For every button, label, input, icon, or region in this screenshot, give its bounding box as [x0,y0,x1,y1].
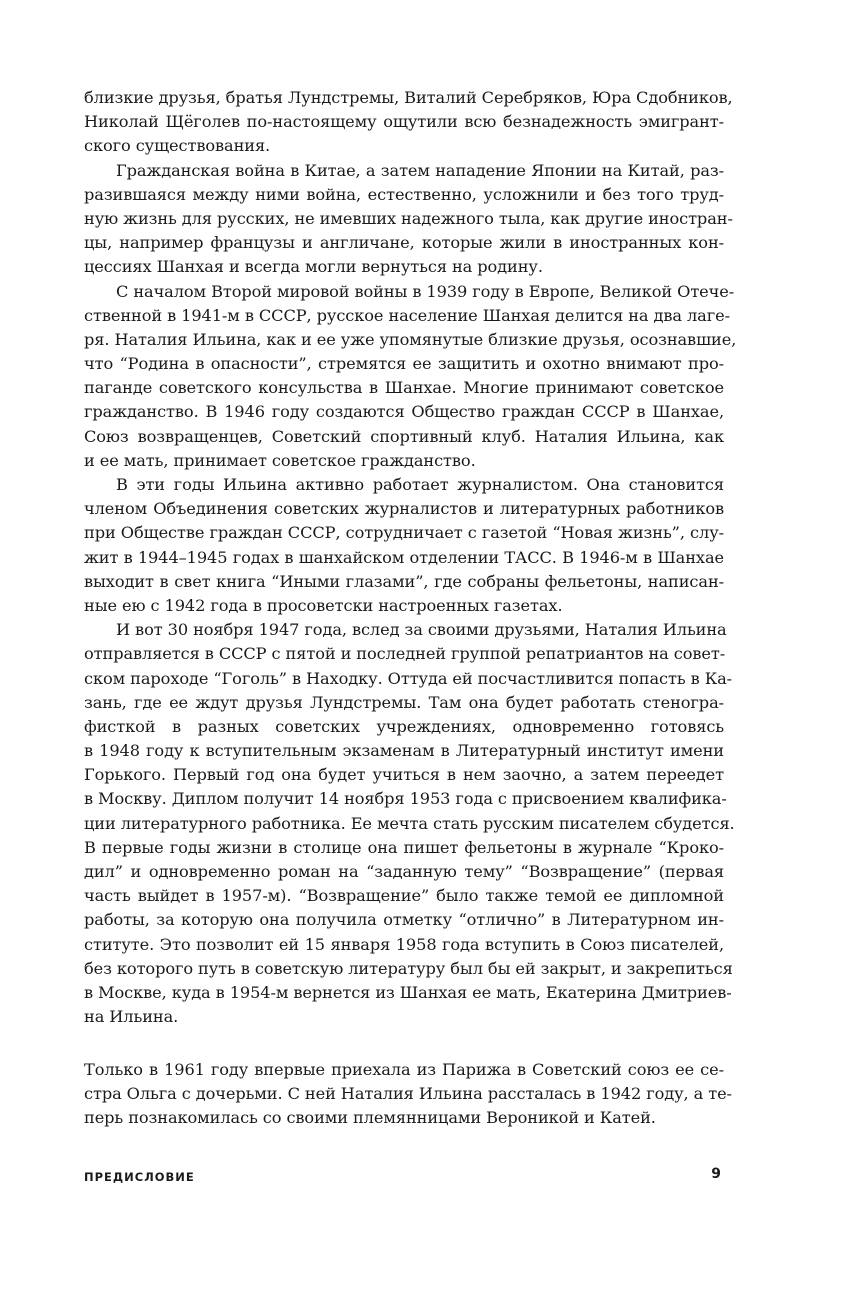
text-line: ные ею с 1942 года в просоветски настроенных газетах. [84,595,563,615]
text-line: ституте. Это позволит ей 15 января 1958 года вступить в Союз писателей, [84,934,724,954]
text-line: ского существования. [84,136,271,156]
text-line: перь познакомилась со своими племянницами Вероникой и Катей. [84,1108,656,1128]
text-line: часть выйдет в 1957-м). “Возвращение” было также темой ее дипломной [84,886,724,906]
text-line: ском пароходе “Гоголь” в Находку. Оттуда ей посчастливится попасть в Ка- [84,668,733,688]
text-line: работы, за которую она получила отметку “отлично” в Литературном ин- [84,910,724,930]
text-line: дил” и одновременно роман на “заданную тему” “Возвращение” (первая [84,862,724,881]
text-line: ственной в 1941-м в СССР, русское население Шанхая делится на два лаге- [84,305,730,325]
text-line: выходит в свет книга “Иными глазами”, где собраны фельетоны, написан- [84,571,724,591]
text-line: стра Ольга с дочерьми. С ней Наталия Ильина рассталась в 1942 году, а те- [84,1084,732,1104]
text-line: при Обществе граждан СССР, сотрудничает с газетой “Новая жизнь”, слу- [84,523,724,543]
text-line: ции литературного работника. Ее мечта стать русским писателем сбудется. [84,813,735,833]
text-line: Николай Щёголев по-настоящему ощутили всю безнадежность эмигрант- [84,112,724,132]
text-line: В первые годы жизни в столице она пишет фельетоны в журнале “Кроко- [84,837,724,857]
text-line: и ее мать, принимает советское гражданство. [84,450,476,470]
text-line: И вот 30 ноября 1947 года, вслед за своими друзьями, Наталия Ильина [116,620,727,640]
text-line: цессиях Шанхая и всегда могли вернуться на родину. [84,257,543,277]
text-line: паганде советского консульства в Шанхае. Многие принимают советское [84,378,724,398]
running-footer-section: ПРЕДИСЛОВИЕ [84,1170,195,1184]
main-body-text [84,86,737,1029]
text-line: С началом Второй мировой войны в 1939 году в Европе, Великой Отече- [116,281,735,301]
text-line: Союз возвращенцев, Советский спортивный клуб. Наталия Ильина, как [84,426,724,446]
text-line: В эти годы Ильина активно работает журналистом. Она становится [116,475,724,494]
text-line: Горького. Первый год она будет учиться в нем заочно, а затем переедет [84,765,724,785]
text-line: гражданство. В 1946 году создаются Общество граждан СССР в Шанхае, [84,402,724,422]
text-line: Только в 1961 году впервые приехала из Парижа в Советский союз ее се- [84,1060,724,1079]
text-line: что “Родина в опасности”, стремятся ее защитить и охотно внимают про- [84,354,724,374]
text-line: фисткой в разных советских учреждениях, одновременно готовясь [84,716,724,736]
page-number: 9 [711,1166,721,1182]
text-line: в 1948 году к вступительным экзаменам в Литературный институт имени [84,741,724,761]
text-line: ную жизнь для русских, не имевших надежного тыла, как другие иностран- [84,208,733,228]
text-line: без которого путь в советскую литературу был бы ей закрыт, и закрепиться [84,958,733,978]
text-line: жит в 1944–1945 годах в шанхайском отделении ТАСС. В 1946-м в Шанхае [84,547,724,567]
text-line: членом Объединения советских журналистов и литературных работников [84,499,724,519]
text-line: цы, например французы и англичане, которые жили в иностранных кон- [84,233,724,253]
closing-paragraph [84,1058,732,1131]
text-line: в Москве, куда в 1954-м вернется из Шанхая ее мать, Екатерина Дмитриев- [84,982,732,1002]
text-line: отправляется в СССР с пятой и последней группой репатриантов на совет- [84,644,726,664]
text-line: на Ильина. [84,1007,179,1027]
text-line: близкие друзья, братья Лундстремы, Виталий Серебряков, Юра Сдобников, [84,88,733,107]
text-line: разившаяся между ними война, естественно, усложнили и без того труд- [84,184,724,204]
text-line: ря. Наталия Ильина, как и ее уже упомянутые близкие друзья, осознавшие, [84,329,737,349]
text-line: зань, где ее ждут друзья Лундстремы. Там она будет работать стеногра- [84,692,724,712]
text-line: Гражданская война в Китае, а затем нападение Японии на Китай, раз- [116,160,724,180]
text-line: в Москву. Диплом получит 14 ноября 1953 года с присвоением квалифика- [84,789,727,809]
